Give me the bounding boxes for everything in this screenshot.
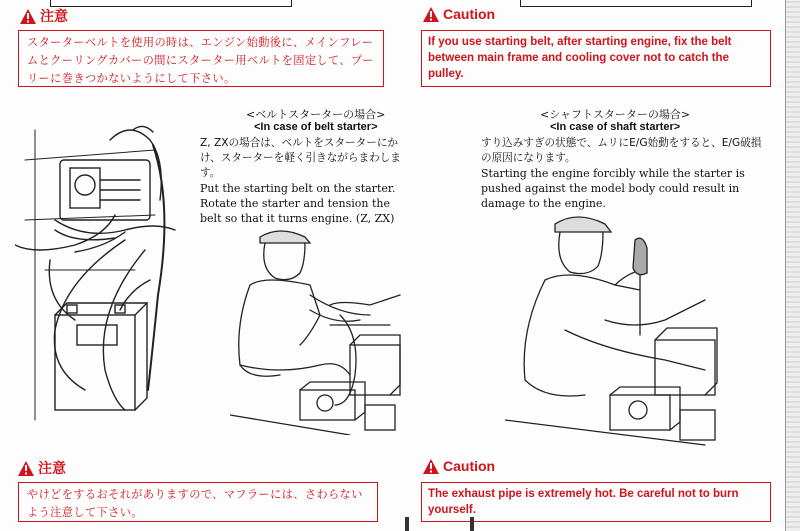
bottom-tick-mark (405, 517, 409, 531)
page-binding-edge (785, 0, 800, 531)
top-border-left (50, 0, 292, 7)
warning-title-label: 注意 (38, 460, 66, 476)
warning-text: スターターベルトを使用の時は、エンジン始動後に、メインフレームとクーリングカバーの間にスターター用ベルトを固定して、プーリーに巻きつかないようにして下さい。 (27, 36, 374, 85)
shaft-text-en: Starting the engine forcibly while the starter is pushed against the model body could result in damage to the engine. (481, 167, 745, 210)
shaft-heading-en: <In case of shaft starter> (550, 121, 681, 133)
warning-title-jp-bottom (18, 458, 66, 478)
shaft-text-jp: すり込みすぎの状態で、ムリにE/G始動をすると、E/G破損の原因になります。 (481, 137, 762, 164)
caution-title-bottom (423, 458, 495, 474)
belt-heading-en: <In case of belt starter> (254, 121, 378, 133)
warning-triangle-icon (20, 9, 36, 24)
caution-title-label: Caution (443, 6, 496, 22)
caution-box-top (421, 30, 771, 87)
caution-title-label: Caution (443, 458, 496, 474)
top-border-right (520, 0, 752, 7)
belt-text-en: Put the starting belt on the starter. Rotate the starter and tension the belt so that it turns engine. (Z, ZX) (200, 182, 396, 225)
warning-title-label: 注意 (40, 8, 68, 24)
belt-text-jp: Z, ZXの場合は、ベルトをスターターにかけ、スターターを軽く引きながらまわします。 (200, 137, 401, 179)
caution-text: The exhaust pipe is extremely hot. Be careful not to burn yourself. (428, 488, 739, 516)
warning-triangle-icon (18, 461, 34, 476)
belt-heading-jp: <ベルトスターターの場合> (246, 108, 386, 121)
warning-title-jp-top (20, 6, 68, 26)
caution-title-top (423, 6, 495, 22)
hand-starter-illustration (15, 120, 205, 430)
warning-text: やけどをするおそれがありますので、マフラーには、さわらないよう注意して下さい。 (27, 488, 363, 519)
warning-triangle-icon (423, 7, 439, 22)
shaft-body (481, 136, 771, 211)
warning-box-jp-bottom (18, 482, 378, 522)
caution-box-bottom (421, 482, 771, 522)
warning-box-jp-top (18, 30, 384, 87)
warning-triangle-icon (423, 459, 439, 474)
belt-body (200, 136, 410, 226)
caution-text: If you use starting belt, after starting engine, fix the belt between main frame and cooling cover not to catch the pulley. (428, 36, 732, 80)
belt-starter-illustration (230, 225, 410, 435)
bottom-tick-mark (470, 517, 474, 531)
shaft-heading-jp: <シャフトスターターの場合> (540, 108, 691, 121)
shaft-starter-illustration (505, 210, 735, 450)
